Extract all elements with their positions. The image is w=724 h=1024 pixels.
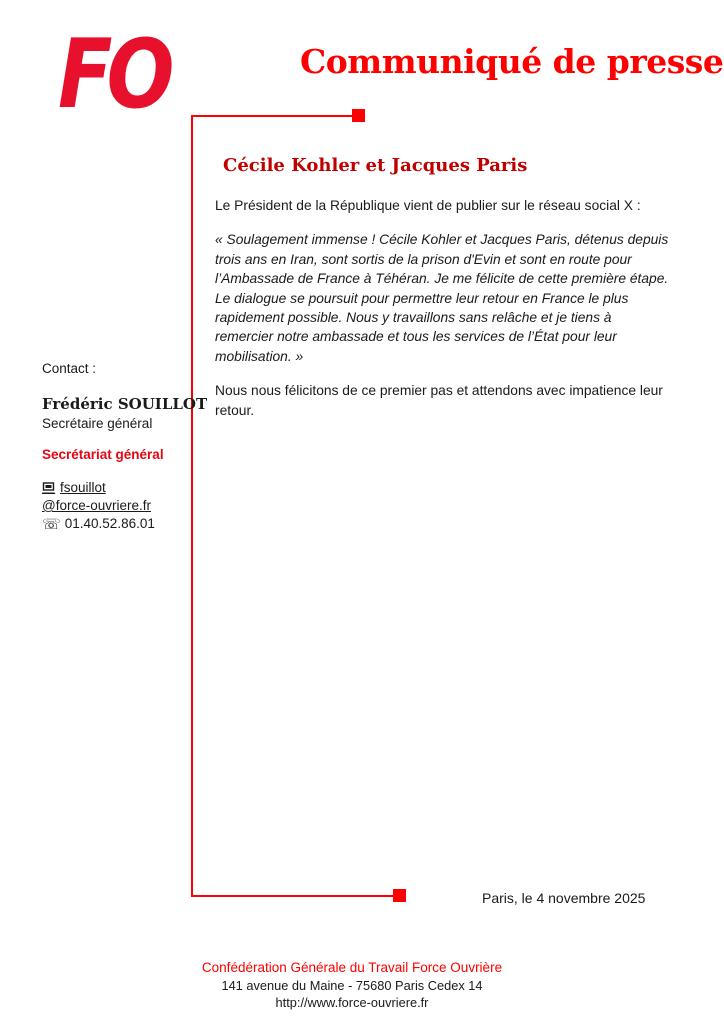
contact-links bbox=[42, 479, 197, 533]
accent-square-top bbox=[352, 109, 365, 122]
contact-name: Frédéric SOUILLOT bbox=[42, 395, 208, 413]
accent-rule-bottom bbox=[191, 895, 395, 897]
contact-block bbox=[42, 360, 208, 533]
telephone-icon: ☏ bbox=[42, 515, 61, 533]
contact-department: Secrétariat général bbox=[42, 447, 164, 462]
email-user-link[interactable]: fsouillot bbox=[60, 480, 106, 495]
dateline: Paris, le 4 novembre 2025 bbox=[482, 890, 646, 906]
closing-paragraph: Nous nous félicitons de ce premier pas et attendons avec impatience leur retour. bbox=[215, 383, 663, 418]
accent-square-bottom bbox=[393, 889, 406, 902]
quote-paragraph: « Soulagement immense ! Cécile Kohler et Jacques Paris, détenus depuis trois ans en Iran, sont sortis de la prison d'Evin et sont en route pour l’Ambassade de France à Téhéran. Je me félicite de cette première étape. Le dialogue se poursuit pour permettre leur retour en France le plus rapidement possible. Nous y travaillons sans relâche et je tiens à remercier notre ambassade et tous les services de l’État pour leur mobilisation. » bbox=[215, 232, 669, 364]
intro-paragraph: Le Président de la République vient de publier sur le réseau social X : bbox=[215, 198, 641, 213]
article-headline: Cécile Kohler et Jacques Paris bbox=[223, 155, 528, 176]
footer-address: 141 avenue du Maine - 75680 Paris Cedex 14 bbox=[221, 978, 483, 993]
contact-role: Secrétaire général bbox=[42, 416, 153, 431]
computer-icon bbox=[42, 482, 56, 495]
footer-website-link[interactable]: http://www.force-ouvriere.fr bbox=[275, 995, 429, 1010]
footer bbox=[0, 960, 704, 1010]
phone-number: 01.40.52.86.01 bbox=[64, 516, 155, 531]
article-body bbox=[215, 196, 671, 420]
document-title: Communiqué de presse bbox=[300, 42, 724, 81]
accent-rule-top bbox=[191, 115, 353, 117]
footer-organization: Confédération Générale du Travail Force Ouvrière bbox=[201, 960, 503, 975]
email-domain-link[interactable]: @force-ouvriere.fr bbox=[42, 498, 151, 513]
contact-label: Contact : bbox=[42, 361, 97, 376]
fo-logo: FO bbox=[58, 20, 169, 130]
